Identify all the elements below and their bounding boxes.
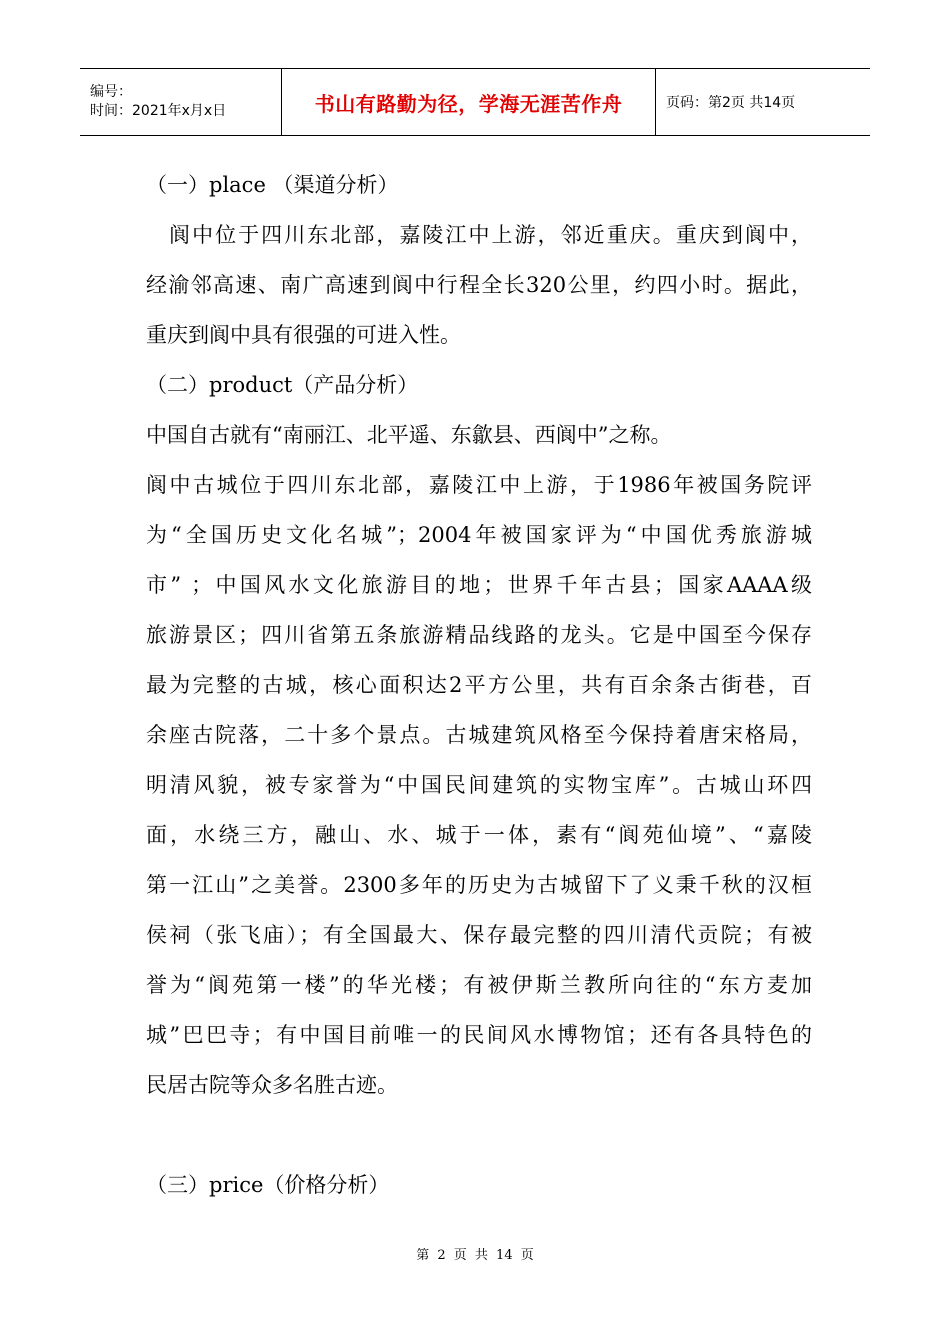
paragraph-line: 最为完整的古城，核心面积达2平方公里，共有百余条古街巷，百 [146,673,812,697]
header-meta [80,69,282,135]
paragraph-line: 阆中位于四川东北部，嘉陵江中上游，邻近重庆。重庆到阆中， [146,223,812,247]
serial-label: 编号： [90,84,132,100]
paragraph-line: 民居古院等众多名胜古迹。 [146,1073,398,1097]
document-body [146,160,812,1210]
section-heading-place: （一）place （渠道分析） [146,173,399,197]
spacer [146,1110,812,1160]
paragraph-line: 阆中古城位于四川东北部，嘉陵江中上游，于1986年被国务院评 [146,473,812,497]
paragraph-line: 为“全国历史文化名城”；2004年被国家评为“中国优秀旅游城 [146,523,812,547]
paragraph-line: 明清风貌，被专家誉为“中国民间建筑的实物宝库”。古城山环四 [146,773,812,797]
paragraph-line: 余座古院落，二十多个景点。古城建筑风格至今保持着唐宋格局， [146,723,812,747]
paragraph-line: 经渝邻高速、南广高速到阆中行程全长320公里，约四小时。据此， [146,273,812,297]
section-heading-price: （三）price（价格分析） [146,1173,390,1197]
paragraph-line: 城”巴巴寺；有中国目前唯一的民间风水博物馆；还有各具特色的 [146,1023,812,1047]
paragraph-line: 重庆到阆中具有很强的可进入性。 [146,323,461,347]
page-header [80,68,870,136]
paragraph-line: 中国自古就有“南丽江、北平遥、东歙县、西阆中”之称。 [146,423,672,447]
paragraph-line: 誉为“阆苑第一楼”的华光楼；有被伊斯兰教所向往的“东方麦加 [146,973,812,997]
date-label: 时间：2021年x月x日 [90,103,227,119]
paragraph-line: 面，水绕三方，融山、水、城于一体，素有“阆苑仙境”、“嘉陵 [146,823,812,847]
paragraph-line: 旅游景区；四川省第五条旅游精品线路的龙头。它是中国至今保存 [146,623,812,647]
paragraph-line: 侯祠（张飞庙）；有全国最大、保存最完整的四川清代贡院；有被 [146,923,812,947]
paragraph-line: 第一江山”之美誉。2300多年的历史为古城留下了义秉千秋的汉桓 [146,873,812,897]
header-motto: 书山有路勤为径，学海无涯苦作舟 [314,91,623,116]
paragraph-line: 市” ；中国风水文化旅游目的地；世界千年古县；国家AAAA级 [146,573,812,597]
header-page-info: 页码：第2页 共14页 [666,95,796,111]
page-footer: 第 2 页 共 14 页 [416,1248,534,1263]
header-motto-cell [282,69,656,135]
section-heading-product: （二）product（产品分析） [146,373,419,397]
